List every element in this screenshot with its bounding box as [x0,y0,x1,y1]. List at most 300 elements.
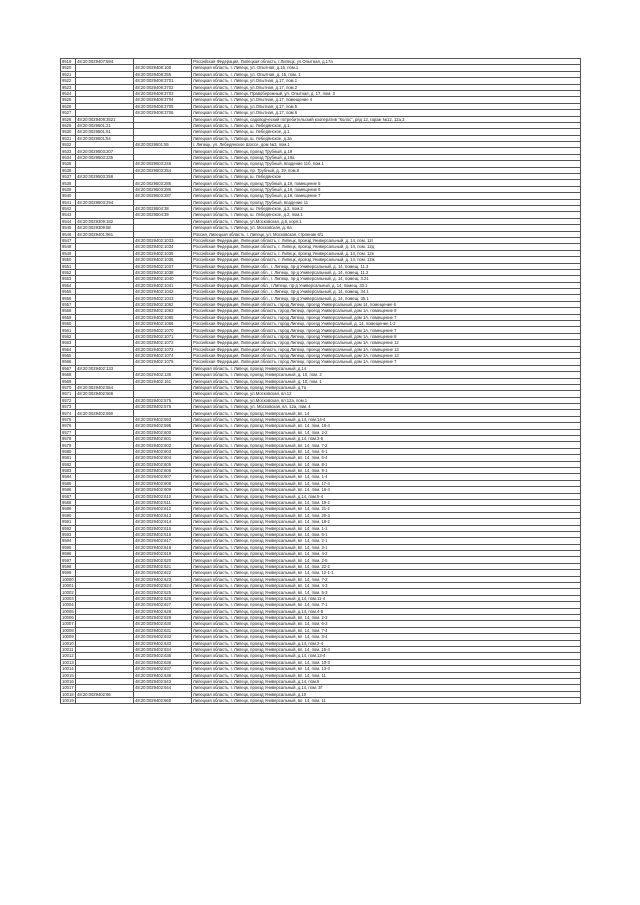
premises-cadastral-number-cell: 48:20:0029402:627 [134,602,192,608]
address-cell: Российская Федерация, Липецкая область, г. Липецк, проезд Универсальный, д. 14, пом. 12д [192,244,581,250]
premises-cadastral-number-cell: 48:20:0029402:1035 [134,250,192,256]
row-number-cell: 9550 [61,257,76,263]
premises-cadastral-number-cell: 48:20:0029402:1066 [134,321,192,327]
land-plot-cadastral-number-cell [76,698,134,704]
address-cell: Российская Федерация, Липецкая область, город Липецк, проезд Универсальный, дом 1А, помещение 13 [192,352,581,358]
address-cell: Липецкая область, г. Липецк, проезд Универсальный, вл. 14, пом. 11 [192,698,581,704]
premises-cadastral-number-cell: 48:20:0029402:1071 [134,333,192,339]
address-cell: Российская Федерация, Липецкая обл., г. Липецк, пр-д Универсальный, д. 14, помещ. 3.21 [192,276,581,282]
premises-cadastral-number-cell: 48:20:0029402:1040 [134,276,192,282]
premises-cadastral-number-cell: 48:20:0029402:1073 [134,346,192,352]
address-cell: Липецкая область, г. Липецк, проезд Универсальный, д.14, пом.3-5 [192,436,581,442]
premises-cadastral-number-cell: 48:20:0029402:1063 [134,308,192,314]
row-number-cell: 9526 [61,103,76,109]
address-cell: Российская Федерация, Липецкая обл., г. Липецк, пр-д Универсальный, д. 14, помещ. 11.2 [192,269,581,275]
row-number-cell: 10009 [62,634,74,640]
row-number-cell: 9549 [61,250,76,256]
address-cell: Липецкая область, г. Липецк, ш. Лебедянское [192,174,581,180]
property-registry-table [60,58,581,704]
premises-cadastral-number-cell: 48:20:0029402:609 [134,487,192,493]
premises-cadastral-number-cell: 48:20:0029503:254 [134,167,192,173]
address-cell: Липецкая область, г. Липецк, проезд Универсальный, вл. 14, пом. 3-4 [192,634,581,640]
row-number-cell: 9585 [61,480,76,486]
premises-cadastral-number-cell: 48:20:0029402:593 [134,416,192,422]
land-plot-cadastral-number-cell: 48:20:0029309:182 [76,218,134,224]
premises-cadastral-number-cell: 48:20:0029402:614 [134,519,192,525]
row-number-cell: 9529 [61,122,76,128]
address-cell: Липецкая область, г. Липецк, проезд Универсальный, вл. 14, пом. 2-2 [192,429,581,435]
land-plot-cadastral-number-cell: 48:20:0029309:58 [76,225,134,231]
row-number-cell: 9569 [61,378,76,384]
premises-cadastral-number-cell: 48:20:0029402:616 [134,531,192,537]
row-number-cell: 9586 [61,487,76,493]
address-cell: Липецкая область, г. Липецк, проезд Универсальный, вл. 14, пом. 7-4 [192,627,581,633]
address-cell: Липецкая область, г. Липецк, проезд Универсальный, вл. 14, пом. 4-2 [192,551,581,557]
address-cell: Липецкая область, г. Липецк, проезд Универсальный, вл. 14, пом. 3-1 [192,544,581,550]
premises-cadastral-number-cell: 48:20:0029408:3702 [134,84,192,90]
address-cell: Липецкая область, г. Липецк, проезд Универсальный, д.14, пом.2-4 [192,640,581,646]
row-number-cell: 9542 [61,205,76,211]
address-cell: Липецкая область, г. Липецк, Правобережный, ул. Опытная, д. 17, пом. 3 [192,90,581,96]
premises-cadastral-number-cell: 48:20:0029402:632 [134,634,192,640]
address-cell: Липецкая область, г. Липецк, проезд Универсальный, вл. 14, пом. 1-4 [192,474,581,480]
address-cell: Липецкая область, г. Липецк, проезд Универсальный, вл. 14, пом. 6-3 [192,621,581,627]
table-row [61,698,581,704]
address-cell: Липецкая область, г. Липецк, проезд Универсальный, д. 10, пом. 1 [192,378,581,384]
premises-cadastral-number-cell: 48:20:0029402:619 [134,551,192,557]
address-cell: Липецкая область, г. Липецк, проезд Универсальный, вл. 14, пом. 8-1 [192,461,581,467]
address-cell: Российская Федерация, Липецкая обл., г. Липецк, пр-д Универсальный, д. 14, помещ. 34.1 [192,289,581,295]
row-number-cell: 9593 [61,531,76,537]
address-cell: Липецкая область, г. Липецк, ул.Московская, вл.12а, пом.1 [192,397,581,403]
row-number-cell: 9570 [61,384,76,390]
premises-cadastral-number-cell: 48:20:0029402:608 [134,480,192,486]
row-number-cell: 9519 [61,59,76,65]
row-number-cell: 10000 [62,576,74,582]
address-cell: Липецкая область, г. Липецк, проезд Трубный, владение 11б, пом.1 [192,161,581,167]
row-number-cell: 9597 [61,557,76,563]
row-number-cell: 9531 [61,135,76,141]
row-number-cell: 9552 [61,269,76,275]
address-cell: Липецкая область, г. Липецк, проезд Универсальный, вл. 14, пом. 5-3 [192,589,581,595]
row-number-cell: 9548 [61,244,76,250]
row-number-cell: 9524 [61,90,76,96]
premises-cadastral-number-cell: 48:20:0029402:628 [134,608,192,614]
address-cell: Липецкая область, г. Липецк, проезд Трубный, д.19, помещение 7 [192,193,581,199]
premises-cadastral-number-cell: 48:20:0029402:600 [134,429,192,435]
premises-cadastral-number-cell: 48:20:0029402:1041 [134,282,192,288]
address-cell: Липецкая область, г. Липецк, ул.Опытная, д.17, пом.6 [192,110,581,116]
row-number-cell: 10015 [62,672,74,678]
address-cell: Липецкая область, г. Липецк, проезд Универсальный, вл. 14, пом. 18-4 [192,423,581,429]
row-number-cell: 9581 [61,455,76,461]
premises-cadastral-number-cell: 48:20:0029402:617 [134,538,192,544]
address-cell: Российская Федерация, Липецкая область, город Липецк, проезд Универсальный, дом 1А, помещение 9 [192,308,581,314]
address-cell: Российская Федерация, Липецкая область, город Липецк, проезд Универсальный, дом 1А, помещение 7 [192,327,581,333]
row-number-cell: 9564 [61,346,76,352]
premises-cadastral-number-cell: 48:20:0029402:629 [134,614,192,620]
address-cell: Липецкая область, г. Липецк, проезд Универсальный, вл. 14, пом. 15-4 [192,646,581,652]
row-number-cell: 10018 [62,691,74,697]
row-number-cell: 9528 [61,116,76,122]
premises-cadastral-number-cell: 48:20:0029402:638 [134,672,192,678]
row-number-cell: 9582 [61,461,76,467]
premises-cadastral-number-cell: 48:20:0029402:604 [134,455,192,461]
row-number-cell: 9583 [61,468,76,474]
address-cell: Липецкая область, г. Липецк, проезд Трубный, д.19а [192,154,581,160]
address-cell: Россия, Липецкая область, г. Липецк, ул. Московская, строение 6/1 [192,231,581,237]
row-number-cell: 9584 [61,474,76,480]
address-cell: Липецкая область, г. Липецк, проезд Универсальный, вл. 14, пом. 21-2 [192,506,581,512]
premises-cadastral-number-cell: 48:20:0029402:1070 [134,327,192,333]
row-number-cell: 9546 [61,231,76,237]
row-number-cell: 9522 [61,78,76,84]
address-cell: Российская Федерация, Липецкая область, город Липецк, проезд Универсальный, дом 1А, помещение 7 [192,314,581,320]
address-cell: Российская Федерация, Липецкая область, город Липецк, проезд Универсальный, дом 1А, помещение 7 [192,359,581,365]
premises-cadastral-number-cell: 48:20:0029408:3701 [134,78,192,84]
premises-cadastral-number-cell: 48:20:0029402:1038 [134,269,192,275]
address-cell: Российская Федерация, Липецкая обл., г. Липецк, пр-д Универсальный, д. 14, помещ. 11.3 [192,263,581,269]
row-number-cell: 9521 [61,71,76,77]
row-number-cell: 9565 [61,352,76,358]
address-cell: Липецкая область, г. Липецк, ш. Лебедянское, д.2, пом.1 [192,212,581,218]
row-number-cell: 10017 [62,685,74,691]
premises-cadastral-number-cell: 48:20:0029402:621 [134,563,192,569]
premises-cadastral-number-cell: 48:20:0029402:1034 [134,244,192,250]
row-number-cell: 9523 [61,84,76,90]
row-number-cell: 9547 [61,237,76,243]
land-plot-cadastral-number-cell: 48:20:0029402:554 [76,384,134,390]
address-cell: Липецкая область, г. Липецк, проезд Универсальный, вл. 14, пом. 7-2 [192,442,581,448]
row-number-cell: 9543 [61,212,76,218]
premises-cadastral-number-cell: 48:20:0029402:610 [134,493,192,499]
address-cell: Липецкая область, г. Липецк, ш. Лебедянское, д.3а [192,135,581,141]
address-cell: Липецкая область, г. Липецк, проезд Трубный, д.19 [192,148,581,154]
address-cell: Липецкая область, г. Липецк, проезд Универсальный, вл. 14, пом. 2-3 [192,614,581,620]
address-cell: Липецкая область, г. Липецк, проезд Универсальный, вл. 14, пом. 7-1 [192,602,581,608]
premises-cadastral-number-cell: 48:20:0029503:287 [134,193,192,199]
row-number-cell: 10011 [61,646,76,652]
premises-cadastral-number-cell: 48:20:0029402:1037 [134,263,192,269]
premises-cadastral-number-cell: 48:20:0029402:624 [134,583,192,589]
premises-cadastral-number-cell: 48:20:0029408:3704 [134,97,192,103]
address-cell: Липецкая область, г. Липецк, проезд Универсальный, вл. 14, пом. 6-1 [192,531,581,537]
address-cell: Липецкая область, г. Липецк, проезд Универсальный, вл. 14, пом. 11 [192,672,581,678]
address-cell: Липецкая область, г. Липецк, ул.Опытная, д.17, пом.2 [192,84,581,90]
row-number-cell: 10007 [62,621,74,627]
premises-cadastral-number-cell: 48:20:0029504:38 [134,205,192,211]
address-cell: Липецкая область, г. Липецк, проезд Универсальный, вл. 14, пом. 10-3 [192,659,581,665]
row-number-cell: 9527 [61,110,76,116]
address-cell: Липецкая область, г. Липецк, садоводческий потребительский кооператив "Колос", ряд 12, гараж №12, 12а,3 [192,116,581,122]
row-number-cell: 9533 [61,148,76,154]
premises-cadastral-number-cell: 48:20:0029402:607 [134,474,192,480]
land-plot-cadastral-number-cell: 48:20:0029503:258 [76,174,134,180]
row-number-cell: 9572 [61,397,76,403]
address-cell: Российская Федерация, Липецкая область, город Липецк, проезд Универсальный, д. 14, помещение 1-2 [192,321,581,327]
premises-cadastral-number-cell: 48:20:0029402:637 [134,666,192,672]
address-cell: Липецкая область, г. Липецк, проезд Универсальный, вл. 14, пом. 6-4 [192,455,581,461]
row-number-cell: 9571 [61,391,76,397]
row-number-cell: 9579 [61,442,76,448]
row-number-cell: 10006 [62,615,74,621]
row-number-cell: 9537 [61,174,76,180]
premises-cadastral-number-cell: 48:20:0029402:625 [134,589,192,595]
address-cell: Липецкая область, г. Липецк, проезд Универсальный, вл. 14, пом. 12-1-1 [192,570,581,576]
row-number-cell: 9596 [61,551,76,557]
address-cell: Российская Федерация, Липецкая область, город Липецк, проезд Универсальный, дом 1А, помещение 13 [192,346,581,352]
row-number-cell: 9553 [61,276,76,282]
premises-cadastral-number-cell: 48:20:0029402:606 [134,468,192,474]
premises-cadastral-number-cell: 48:20:0029402:630 [134,621,192,627]
address-cell: Липецкая область, г. Липецк, ш. Лебедянское, д.1 [192,122,581,128]
address-cell: Российская Федерация, Липецкая обл., г.Липецк, пр-д Универсальный, д. 14, помещ. 33.1 [192,282,581,288]
premises-cadastral-number-cell: 48:20:0029402:1075 [134,359,192,365]
address-cell: Липецкая область, г. Липецк, проезд Универсальный, вл. 14, пом. 22-2 [192,563,581,569]
address-cell: Липецкая область, г. Липецк, проезд Универсальный, д.14, пом.11-4 [192,595,581,601]
row-number-cell: 9559 [61,314,76,320]
address-cell: Липецкая область, г. Липецк, проезд Универсальный, вл. 14, пом. 9-1 [192,468,581,474]
address-cell: Липецкая область, г. Липецк, проезд Универсальный, вл. 14, пом. 7-2 [192,576,581,582]
premises-cadastral-number-cell: 48:20:0029402:151 [134,378,192,384]
address-cell: Липецкая область, г. Липецк, проезд Универсальный, вл. 14, пом. 17-4 [192,480,581,486]
address-cell: Липецкая область, г. Липецк, проезд Универсальный, вл. 14, пом. 16-4 [192,487,581,493]
premises-cadastral-number-cell: 48:20:0029402:618 [134,544,192,550]
premises-cadastral-number-cell: 48:20:0029402:601 [134,436,192,442]
address-cell: Липецкая область, г. Липецк, проезд Трубный, д.19, помещение 6 [192,186,581,192]
row-number-cell: 9595 [61,544,76,550]
premises-cadastral-number-cell: 48:20:0029402:634 [134,646,192,652]
address-cell: Липецкая область, г. Липецк, проезд Универсальный, д.14, пом.4-5 [192,608,581,614]
premises-cadastral-number-cell: 48:20:0029402:626 [134,595,192,601]
address-cell: Российская Федерация, Липецкая обл., г. Липецк, пр-д Универсальный, д. 14, помещ. 35.1 [192,295,581,301]
land-plot-cadastral-number-cell: 48:20:0029402:566 [76,391,134,397]
address-cell: Липецкая область, г. Липецк, проезд Универсальный, д.14, пом.14-4 [192,416,581,422]
row-number-cell: 9598 [61,563,76,569]
row-number-cell: 9562 [61,333,76,339]
address-cell: Липецкая область, г. Липецк, ш. Лебедянское, д.2, пом.2 [192,205,581,211]
row-number-cell: 9556 [61,295,76,301]
row-number-cell: 9568 [61,372,76,378]
address-cell: Липецкая область, г. Липецк, проезд Универсальный, д.14, пом.12-4 [192,653,581,659]
row-number-cell: 9567 [61,365,76,371]
premises-cadastral-number-cell: 48:20:0029402:595 [134,423,192,429]
address-cell: Липецкая область, г. Липецк, проезд Трубный, владение 11 [192,199,581,205]
premises-cadastral-number-cell: 48:20:0029402:636 [134,659,192,665]
address-cell: Российская Федерация, Липецкая область, г. Липецк, проезд Универсальный, д. 14, пом. 12г [192,237,581,243]
premises-cadastral-number-cell: 48:20:0029402:612 [134,506,192,512]
address-cell: Липецкая область, г. Липецк, проезд Универсальный, д. 10, пом. 2 [192,372,581,378]
row-number-cell: 9558 [61,308,76,314]
premises-cadastral-number-cell: 48:20:0029402:603 [134,448,192,454]
row-number-cell: 9560 [61,321,76,327]
row-number-cell: 9536 [61,167,76,173]
land-plot-cadastral-number-cell: 48:20:0029503:207 [76,148,134,154]
premises-cadastral-number-cell: 48:20:0029402:615 [134,525,192,531]
address-cell: Липецкая область, г. Липецк, ул.Московская, вл.12 [192,391,581,397]
premises-cadastral-number-cell: 48:20:0029402:575 [134,397,192,403]
premises-cadastral-number-cell: 48:20:0029402:635 [134,653,192,659]
row-number-cell: 10012 [62,653,74,659]
address-cell: Липецкая область, г. Липецк, проезд Универсальный, вл. 14, пом. 4-3 [192,583,581,589]
address-cell: Российская Федерация, Липецкая область, город Липецк, проезд Универсальный, дом 14, помещение 6 [192,301,581,307]
land-plot-cadastral-number-cell: 48:20:0029407:594 [76,59,134,65]
land-plot-cadastral-number-cell: 48:20:0029501:54 [76,135,134,141]
premises-cadastral-number-cell: 48:20:0029503:246 [134,161,192,167]
row-number-cell: 9551 [61,263,76,269]
row-number-cell: 9561 [61,327,76,333]
row-number-cell: 9520 [61,65,76,71]
premises-cadastral-number-cell: 48:20:0029402:1042 [134,289,192,295]
row-number-cell: 9538 [61,180,76,186]
row-number-cell: 10013 [62,659,74,665]
row-number-cell: 9545 [61,225,76,231]
address-cell: Липецкая область, г. Липецк, ул.Московская, д.6, корп.1 [192,218,581,224]
address-cell: Липецкая область, г. Липецк, проезд Универсальный, вл. 14, пом. 20-3 [192,512,581,518]
address-cell: Липецкая область, г. Липецк, проезд Универсальный, вл. 14, пом. 2-1 [192,538,581,544]
premises-cadastral-number-cell: 48:20:0029402:1036 [134,257,192,263]
premises-cadastral-number-cell: 48:20:0029402:631 [134,627,192,633]
row-number-cell: 10008 [62,627,74,633]
row-number-cell: 9577 [61,429,76,435]
address-cell: Липецкая область, г. Липецк, ул.Опытная, д.17, помещение 4 [192,97,581,103]
row-number-cell: 9575 [61,416,76,422]
row-number-cell: 9580 [61,448,76,454]
address-cell: Липецкая область, г. Липецк, проезд Универсальный, вл. 14, пом. 1-1 [192,525,581,531]
row-number-cell: 9539 [61,186,76,192]
land-plot-cadastral-number-cell: 48:20:0029402:66 [76,691,134,697]
row-number-cell: 9557 [61,301,76,307]
premises-cadastral-number-cell: 48:20:0029402:633 [134,640,192,646]
premises-cadastral-number-cell: 48:20:0029402:622 [134,570,192,576]
row-number-cell: 10003 [62,595,74,601]
land-plot-cadastral-number-cell: 48:20:0029501:51 [76,129,134,135]
row-number-cell: 9554 [61,282,76,288]
row-number-cell: 9540 [61,193,76,199]
row-number-cell: 10016 [62,678,74,684]
premises-cadastral-number-cell: 48:20:0029402:1065 [134,314,192,320]
row-number-cell: 9541 [61,199,76,205]
row-number-cell: 9592 [61,525,76,531]
land-plot-cadastral-number-cell: 48:20:0029503:235 [76,154,134,160]
premises-cadastral-number-cell: 48:20:0029501:55 [134,142,192,148]
premises-cadastral-number-cell: 48:20:0029402:623 [134,576,192,582]
row-number-cell: 9544 [61,218,76,224]
premises-cadastral-number-cell: 48:20:0029503:285 [134,180,192,186]
premises-cadastral-number-cell: 48:20:0029402:1072 [134,340,192,346]
row-number-cell: 10014 [62,666,74,672]
address-cell: Липецкая область, г. Липецк, ш. Лебедянское, д.1 [192,129,581,135]
premises-cadastral-number-cell: 48:20:0029402:602 [134,442,192,448]
premises-cadastral-number-cell: 48:20:0029402:644 [134,685,192,691]
row-number-cell: 9594 [61,538,76,544]
premises-cadastral-number-cell: 48:20:0029402:643 [134,678,192,684]
address-cell: Липецкая область, г. Липецк, проезд Универсальный, вл. 14, пом. 6-1 [192,448,581,454]
address-cell: Липецкая область, г. Липецк, ул. Опытная, д.15, пом.1 [192,65,581,71]
address-cell: Российская Федерация, Липецкая область, г.Липецк, ул.Опытная, д.17а [192,59,581,65]
row-number-cell: 9589 [61,506,76,512]
premises-cadastral-number-cell: 48:20:0029402:1062 [134,301,192,307]
address-cell: Липецкая область, г. Липецк, проезд Трубный, д.19, помещение 5 [192,180,581,186]
premises-cadastral-number-cell: 48:20:0029402:1033 [134,237,192,243]
row-number-cell: 9534 [61,154,76,160]
row-number-cell: 9587 [61,493,76,499]
row-number-cell: 9599 [61,570,76,576]
land-plot-cadastral-number-cell: 48:20:0029401:961 [76,231,134,237]
row-number-cell: 9525 [61,97,76,103]
address-cell: Российская Федерация, Липецкая область, г. Липецк, проезд Универсальный, д. 14, пом. 12е [192,250,581,256]
land-plot-cadastral-number-cell: 48:20:0029501:21 [76,122,134,128]
address-cell: Липецкая область, г. Липецк, проезд Универсальный, вл. 14, пом. 13-4 [192,666,581,672]
land-plot-cadastral-number-cell: 48:20:0029503:294 [76,199,134,205]
row-number-cell: 10005 [62,608,74,614]
address-cell: Липецкая область, г. Липецк, пр. Трубный, д. 19, пом.8 [192,167,581,173]
land-plot-cadastral-number-cell: 48:20:0029402:590 [76,410,134,416]
row-number-cell: 9535 [61,161,76,167]
address-cell: г. Липецк, ул. Лебедянское Шоссе, дом №3, пом.1 [192,142,581,148]
row-number-cell: 10004 [62,602,74,608]
row-number-cell: 9574 [61,410,76,416]
premises-cadastral-number-cell: 48:20:0029402:136 [134,372,192,378]
address-cell: Липецкая область, г. Липецк, проезд Универсальный, д.14, пом.5-4 [192,493,581,499]
address-cell: Липецкая область, г. Липецк, проезд Универсальный, д.7а [192,384,581,390]
row-number-cell: 9532 [61,142,76,148]
address-cell: Липецкая область, г. Липецк, проезд Универсальный, вл. 14, пом. 2-5 [192,557,581,563]
premises-cadastral-number-cell: 48:20:0029408:100 [134,65,192,71]
address-cell: Российская Федерация, Липецкая область, г. Липецк, проезд Универсальный, д. 14, пом. 12ж [192,257,581,263]
row-number-cell: 9588 [61,499,76,505]
premises-cadastral-number-cell: 48:20:0029402:578 [134,404,192,410]
address-cell: Липецкая область, г. Липецк, проезд Универсальный, вл. 14, пом. 19-2 [192,499,581,505]
row-number-cell: 10010 [62,640,74,646]
land-plot-cadastral-number-cell: 48:20:0029402:133 [76,365,134,371]
premises-cadastral-number-cell: 48:20:0029402:620 [134,557,192,563]
row-number-cell: 9555 [61,289,76,295]
row-number-cell: 9530 [61,129,76,135]
address-cell: Липецкая область, г. Липецк, ул. Опытная, д. 15, пом. 1 [192,71,581,77]
row-number-cell: 10019 [62,698,74,704]
address-cell: Липецкая область, г. Липецк, проезд Универсальный, д.14 [192,365,581,371]
premises-cadastral-number-cell: 48:20:0029408:255 [134,71,192,77]
address-cell: Липецкая область, г. Липецк, проезд Универсальный, вл. 14, пом. 18-2 [192,519,581,525]
premises-cadastral-number-cell: 48:20:0029408:3703 [134,90,192,96]
address-cell: Российская Федерация, Липецкая область, город Липецк, проезд Универсальный, дом 1А, помещение 12 [192,340,581,346]
premises-cadastral-number-cell: 48:20:0029402:1074 [134,352,192,358]
premises-cadastral-number-cell: 48:20:0029408:3705 [134,103,192,109]
premises-cadastral-number-cell: 48:20:0029402:613 [134,512,192,518]
premises-cadastral-number-cell: 48:20:0029402:1043 [134,295,192,301]
registry-table-body [61,59,581,704]
row-number-cell: 9566 [61,359,76,365]
address-cell: Липецкая область, г. Липецк, ул.Опытная, д.17, пом.1 [192,78,581,84]
row-number-cell: 9576 [61,423,76,429]
row-number-cell: 9563 [61,340,76,346]
row-number-cell: 9590 [61,512,76,518]
row-number-cell: 10002 [62,589,74,595]
address-cell: Липецкая область, г. Липецк, ул. Московская, д. 6а [192,225,581,231]
row-number-cell: 10001 [62,583,74,589]
premises-cadastral-number-cell: 48:20:0029402:611 [134,499,192,505]
premises-cadastral-number-cell: 48:20:0029504:39 [134,212,192,218]
premises-cadastral-number-cell: 48:20:0029503:286 [134,186,192,192]
land-plot-cadastral-number-cell: 48:20:0029409:3521 [76,116,134,122]
address-cell: Российская Федерация, Липецкая область, город Липецк, проезд Универсальный, дом 1А, помещение 8 [192,333,581,339]
row-number-cell: 9573 [61,404,76,410]
row-number-cell: 9578 [61,436,76,442]
premises-cadastral-number-cell: 48:20:0029402:660 [134,698,192,704]
premises-cadastral-number-cell: 48:20:0029408:3706 [134,110,192,116]
address-cell: Липецкая область, г. Липецк, проезд Универсальный, вл. 14 [192,410,581,416]
